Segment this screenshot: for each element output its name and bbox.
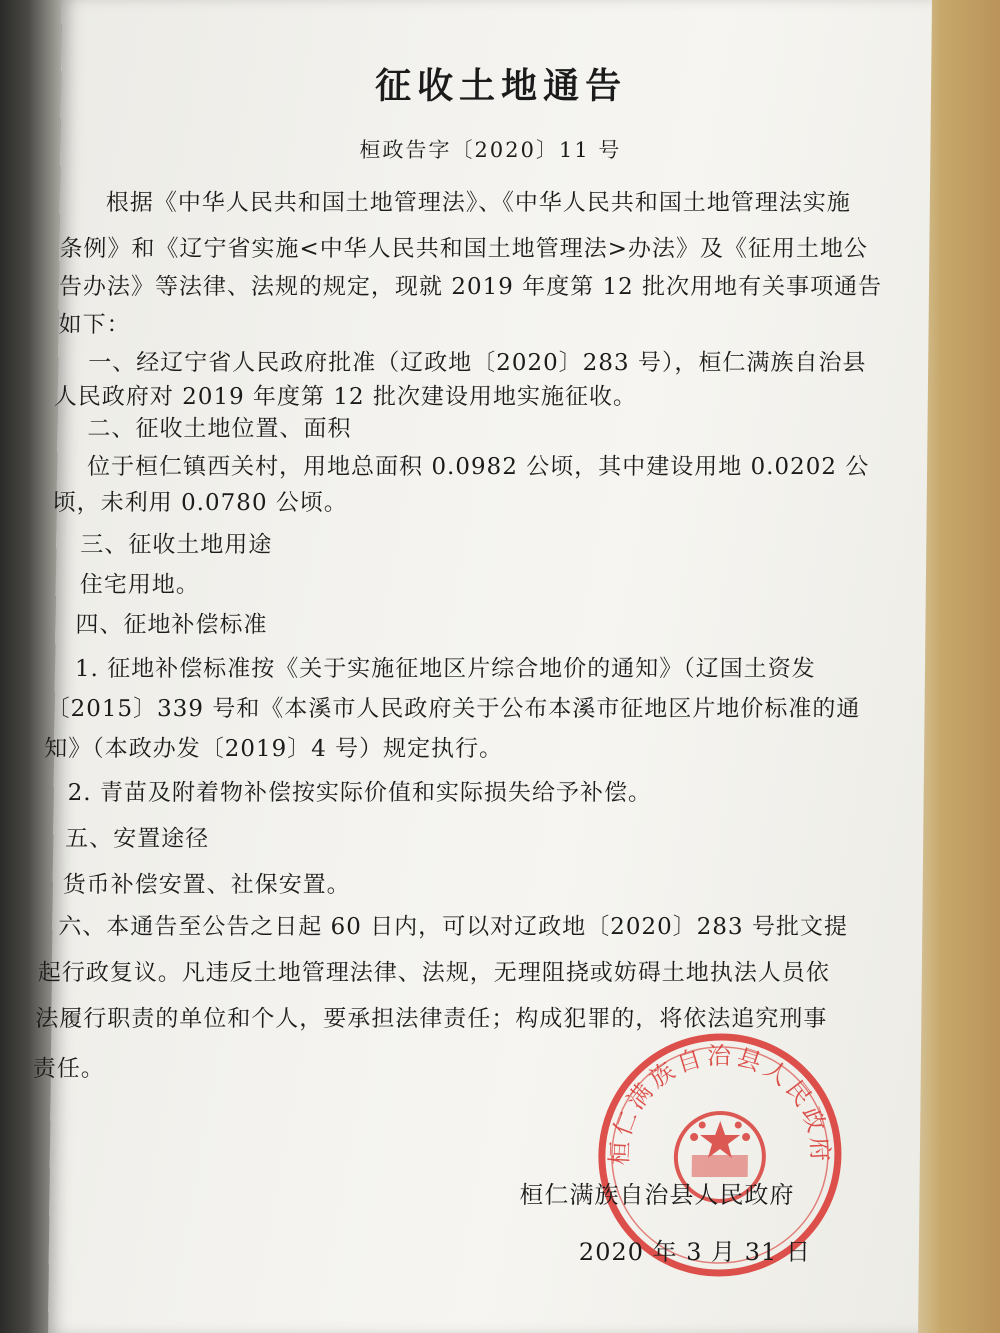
section-heading: 二、征收土地位置、面积	[87, 416, 352, 442]
body-line: 起行政复议。凡违反土地管理法律、法规，无理阻挠或妨碍土地执法人员依	[37, 960, 830, 986]
document-page	[32, 0, 932, 1333]
body-line: 条例》和《辽宁省实施<中华人民共和国土地管理法>办法》及《征用土地公	[59, 236, 869, 262]
body-line: 法履行职责的单位和个人，要承担法律责任；构成犯罪的，将依法追究刑事	[35, 1006, 828, 1032]
svg-text:桓仁满族自治县人民政府: 桓仁满族自治县人民政府	[605, 1041, 835, 1166]
body-line: 告办法》等法律、法规的规定，现就 2019 年度第 12 批次用地有关事项通告	[58, 274, 883, 300]
body-line: 住宅用地。	[79, 572, 201, 598]
page-title: 征收土地通告	[374, 66, 628, 107]
signature-date: 2020 年 3 月 31 日	[578, 1238, 812, 1266]
section-heading: 五、安置途径	[65, 826, 210, 852]
body-line: 顷，未利用 0.0780 公顷。	[52, 490, 348, 516]
signature-organization: 桓仁满族自治县人民政府	[519, 1181, 795, 1209]
body-line: 位于桓仁镇西关村，用地总面积 0.0982 公顷，其中建设用地 0.0202 公	[86, 454, 870, 480]
body-line: 知》（本政办发〔2019〕4 号）规定执行。	[44, 736, 504, 762]
section-heading: 四、征地补偿标准	[75, 612, 268, 638]
body-line: 2. 青苗及附着物补偿按实际价值和实际损失给予补偿。	[67, 780, 653, 806]
body-line: 责任。	[32, 1056, 105, 1082]
body-line: 一、经辽宁省人民政府批准（辽政地〔2020〕283 号），桓仁满族自治县	[88, 350, 867, 376]
body-line: 六、本通告至公告之日起 60 日内，可以对辽政地〔2020〕283 号批文提	[58, 914, 849, 940]
body-line: 货币补偿安置、社保安置。	[62, 872, 351, 898]
body-line: 根据《中华人民共和国土地管理法》、《中华人民共和国土地管理法实施	[105, 190, 852, 216]
body-line: 人民政府对 2019 年度第 12 批次建设用地实施征收。	[53, 384, 638, 410]
section-heading: 三、征收土地用途	[80, 532, 273, 558]
document-number: 桓政告字〔2020〕11 号	[359, 138, 622, 162]
body-line: 1. 征地补偿标准按《关于实施征地区片综合地价的通知》（辽国土资发	[74, 656, 816, 682]
body-line: 如下：	[58, 312, 131, 338]
body-line: 〔2015〕339 号和《本溪市人民政府关于公布本溪市征地区片地价标准的通	[46, 696, 861, 722]
